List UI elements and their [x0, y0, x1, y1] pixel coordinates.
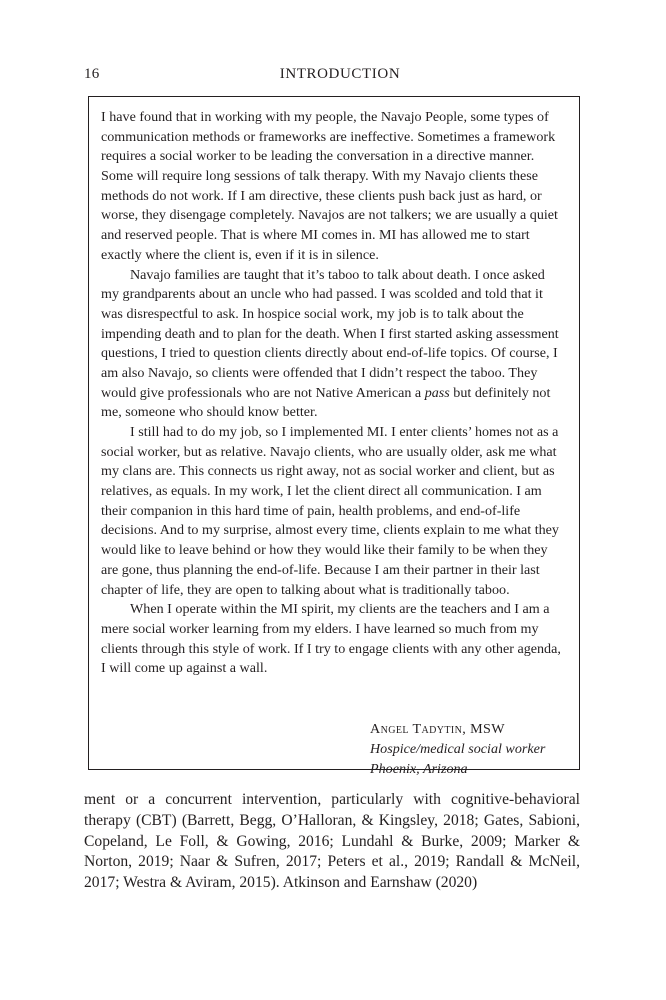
sidebar-paragraph-2-italic-word: pass [424, 384, 450, 401]
sidebar-paragraph-1: I have found that in working with my people, the Navajo People, some types of communication methods or frameworks are ineffective. Sometimes a framework requires a social worker to be leading the conversation in a directive manner. Some will require long sessions of talk therapy. With my Navajo clients these methods do not work. If I am directive, these clients push back just as hard, or worse, they disengage completely. Navajos are not talkers; we are usually a quiet and reserved people. That is where MI comes in. MI has allowed me to start exactly where the client is, even if it is in silence. [101, 109, 558, 263]
attribution-role: Hospice/medical social worker [370, 741, 546, 757]
sidebar-paragraph-4: When I operate within the MI spirit, my clients are the teachers and I am a mere social worker learning from my elders. I have learned so much from my clients through this style of work. If I try to engage clients with any other agenda, I will come up against a wall. [101, 601, 561, 677]
sidebar-box [88, 96, 580, 777]
attribution [370, 719, 545, 779]
sidebar-paragraph-3: I still had to do my job, so I implemented MI. I enter clients’ homes not as a social worker, but as relative. Navajo clients, who are usually older, ask me what my clans are. This connects us right away, not as social worker and client, but as relatives, as equals. In my work, I let the client direct all communication. I am their companion in this hard time of pain, health problems, and end-of-life decisions. And to my surprise, almost every time, clients explain to me what they would like to leave behind or how they would like their family to be when they are gone, thus planning the end-of-life. Because I am their partner in their last chapter of life, they are open to talking about what is traditionally taboo. [101, 424, 559, 598]
sidebar-paragraph-2-text-b: but definitely not me, someone who should know better. [101, 384, 551, 421]
sidebar-paragraph-2 [101, 266, 564, 424]
sidebar-paragraph-2-text-a: Navajo families are taught that it’s taboo to talk about death. I once asked my grandparents about an uncle who had passed. I was scolded and told that it was disrespectful to ask. In hospice social work, my job is to talk about the impending death and to plan for the death. When I first started asking assessment questions, I tried to question clients directly about end-of-life topics. Of course, I am also Navajo, so clients were offended that I didn’t respect the taboo. They would give professionals who are not Native American a [101, 266, 559, 401]
body-paragraph: ment or a concurrent intervention, particularly with cognitive-behavioral therapy (CBT) (Barrett, Begg, O’Halloran, & Kingsley, 2018; Gates, Sabioni, Copeland, Le Foll, & Gowing, 2016; Lundahl & Burke, 2009; Marker & Norton, 2019; Naar & Sufren, 2017; Peters et al., 2019; Randall & McNeil, 2017; Westra & Aviram, 2015). Atkinson and Earnshaw (2020) [84, 791, 580, 892]
page-number: 16 [84, 66, 100, 82]
attribution-location: Phoenix, Arizona [370, 761, 468, 777]
attribution-name: Angel Tadytin, MSW [370, 721, 505, 737]
running-head: INTRODUCTION [279, 66, 401, 82]
